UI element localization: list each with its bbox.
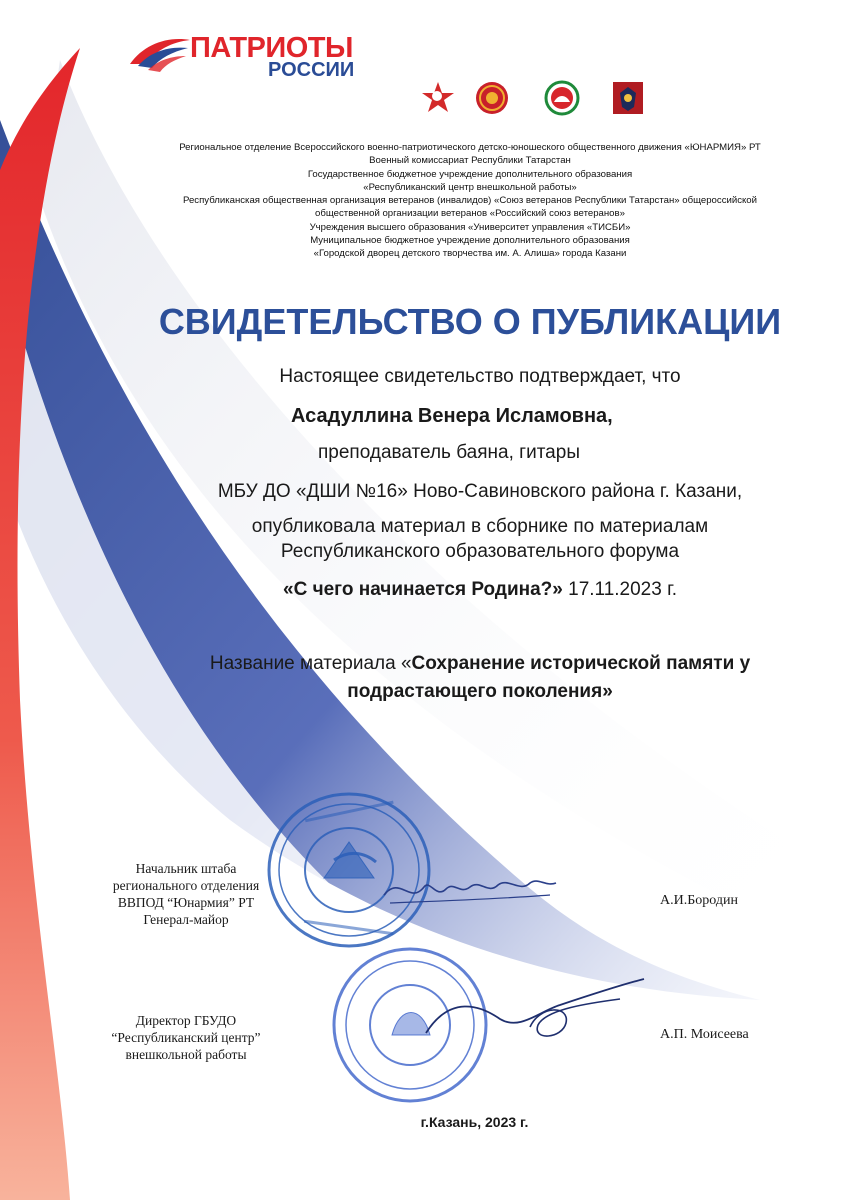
person-position: преподаватель баяна, гитары: [318, 442, 580, 463]
organization-line: «Республиканский центр внешкольной работы»: [363, 181, 577, 193]
signatory-role-chief: [96, 860, 276, 928]
role-line: Генерал-майор: [143, 912, 229, 927]
role-line: Начальник штаба: [135, 861, 237, 876]
brand-title-line2: РОССИИ: [268, 59, 355, 81]
brand-title-line1: ПАТРИОТЫ: [190, 32, 353, 64]
published-text-line2: Республиканского образовательного форума: [280, 541, 680, 562]
flag-swoosh-icon: [128, 34, 192, 74]
tatarstan-coat-of-arms-icon: [544, 80, 580, 116]
signature-borodin: [380, 865, 560, 915]
signatory-name-borodin: А.И.Бородин: [660, 893, 738, 908]
forum-date: 17.11.2023 г.: [562, 579, 677, 600]
published-text-line1: опубликовала материал в сборнике по материалам: [251, 516, 709, 537]
role-line: внешкольной работы: [125, 1047, 247, 1062]
role-line: регионального отделения: [112, 878, 260, 893]
forum-name: «С чего начинается Родина?»: [283, 579, 563, 600]
organization-line: общественной организации ветеранов «Российский союз ветеранов»: [315, 208, 625, 220]
military-commissariat-emblem-icon: [474, 80, 510, 116]
organization-line: Муниципальное бюджетное учреждение дополнительного образования: [310, 235, 630, 247]
organization-line: Региональное отделение Всероссийского военно-патриотического детско-юношеского общественного движения «ЮНАРМИЯ» РТ: [179, 142, 761, 153]
organizations-list: [140, 141, 800, 261]
organization-line: Республиканская общественная организация ветеранов (инвалидов) «Союз ветеранов Республики Татарстан» общероссийской: [182, 195, 758, 207]
role-line: “Республиканский центр”: [111, 1030, 261, 1045]
forum-line: [160, 579, 800, 601]
certificate-title: СВИДЕТЕЛЬСТВО О ПУБЛИКАЦИИ: [158, 301, 782, 342]
material-prefix: Название материала «: [209, 653, 412, 674]
material-title-line2: подрастающего поколения»: [347, 681, 613, 702]
signatory-role-director: [96, 1012, 276, 1063]
patrioty-rossii-logo: [128, 28, 368, 86]
veterans-union-emblem-icon: [610, 80, 646, 116]
organization-line: «Городской дворец детского творчества им. А. Алиша» города Казани: [313, 248, 627, 260]
signatory-name-moiseeva: А.П. Моисеева: [660, 1027, 749, 1042]
organization-line: Учреждения высшего образования «Университет управления «ТИСБИ»: [309, 221, 631, 233]
role-line: ВВПОД “Юнармия” РТ: [117, 895, 255, 910]
organization-line: Государственное бюджетное учреждение дополнительного образования: [307, 168, 633, 180]
role-line: Директор ГБУДО: [135, 1013, 237, 1028]
place-date-footer: г.Казань, 2023 г.: [420, 1114, 529, 1130]
organization-line: Военный комиссариат Республики Татарстан: [369, 155, 571, 167]
institution-text: МБУ ДО «ДШИ №16» Ново-Савиновского района г. Казани,: [217, 481, 743, 502]
yunarmia-star-icon: [420, 80, 456, 116]
person-name: Асадуллина Венера Исламовна,: [291, 405, 613, 427]
signature-moiseeva: [420, 975, 650, 1055]
emblems-row: [420, 80, 660, 120]
material-title-part1: Сохранение исторической памяти у: [411, 653, 751, 674]
material-title-line1: [120, 653, 840, 675]
intro-text: Настоящее свидетельство подтверждает, что: [279, 366, 681, 387]
